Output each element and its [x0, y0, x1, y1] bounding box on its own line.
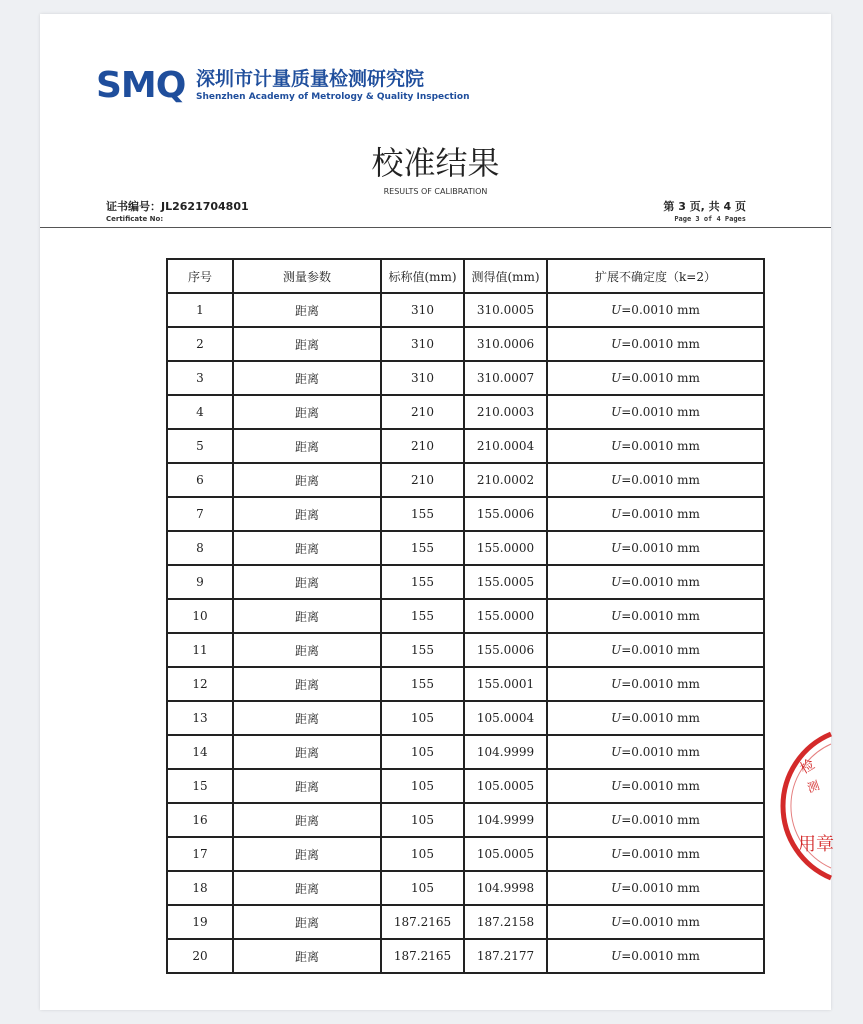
row-number-cell: 9: [167, 565, 233, 599]
parameter-cell: 距离: [233, 429, 381, 463]
row-number-cell: 20: [167, 939, 233, 973]
nominal-value-cell: 155: [381, 633, 464, 667]
page-number: 第 3 页, 共 4 页: [663, 200, 746, 213]
column-header: 测量参数: [233, 259, 381, 293]
measured-value-cell: 187.2158: [464, 905, 547, 939]
seal-char: 测: [805, 778, 822, 796]
column-header: 标称值(mm): [381, 259, 464, 293]
table-row: [167, 429, 764, 463]
uncertainty-symbol: U: [611, 949, 622, 963]
uncertainty-symbol: U: [611, 439, 622, 453]
uncertainty-cell: [547, 497, 764, 531]
uncertainty-symbol: U: [611, 609, 622, 623]
uncertainty-value: =0.0010 mm: [621, 303, 700, 317]
parameter-cell: 距离: [233, 803, 381, 837]
uncertainty-symbol: U: [611, 881, 622, 895]
table-row: [167, 837, 764, 871]
nominal-value-cell: 155: [381, 531, 464, 565]
parameter-cell: 距离: [233, 497, 381, 531]
measured-value-cell: 105.0004: [464, 701, 547, 735]
row-number-cell: 8: [167, 531, 233, 565]
table-row: [167, 565, 764, 599]
uncertainty-symbol: U: [611, 371, 622, 385]
nominal-value-cell: 310: [381, 361, 464, 395]
uncertainty-symbol: U: [611, 711, 622, 725]
official-seal-stamp: [797, 732, 834, 882]
row-number-cell: 6: [167, 463, 233, 497]
parameter-cell: 距离: [233, 463, 381, 497]
nominal-value-cell: 310: [381, 293, 464, 327]
row-number-cell: 5: [167, 429, 233, 463]
table-row: [167, 463, 764, 497]
uncertainty-symbol: U: [611, 507, 622, 521]
table-row: [167, 667, 764, 701]
parameter-cell: 距离: [233, 599, 381, 633]
uncertainty-value: =0.0010 mm: [621, 677, 700, 691]
measured-value-cell: 210.0004: [464, 429, 547, 463]
uncertainty-cell: [547, 939, 764, 973]
uncertainty-symbol: U: [611, 575, 622, 589]
page-title: 校准结果: [371, 144, 500, 182]
uncertainty-value: =0.0010 mm: [621, 473, 700, 487]
uncertainty-symbol: U: [611, 915, 622, 929]
measured-value-cell: 155.0001: [464, 667, 547, 701]
calibration-results-table: [166, 258, 765, 974]
row-number-cell: 19: [167, 905, 233, 939]
nominal-value-cell: 155: [381, 599, 464, 633]
parameter-cell: 距离: [233, 395, 381, 429]
measured-value-cell: 155.0006: [464, 633, 547, 667]
row-number-cell: 17: [167, 837, 233, 871]
row-number-cell: 2: [167, 327, 233, 361]
nominal-value-cell: 155: [381, 497, 464, 531]
table-body: [167, 293, 764, 973]
uncertainty-symbol: U: [611, 745, 622, 759]
measured-value-cell: 310.0005: [464, 293, 547, 327]
table-row: [167, 497, 764, 531]
uncertainty-cell: [547, 803, 764, 837]
table-row: [167, 735, 764, 769]
parameter-cell: 距离: [233, 871, 381, 905]
nominal-value-cell: 210: [381, 463, 464, 497]
measured-value-cell: 155.0006: [464, 497, 547, 531]
uncertainty-symbol: U: [611, 677, 622, 691]
row-number-cell: 14: [167, 735, 233, 769]
table-row: [167, 327, 764, 361]
measured-value-cell: 104.9999: [464, 803, 547, 837]
table-row: [167, 939, 764, 973]
table-row: [167, 293, 764, 327]
uncertainty-value: =0.0010 mm: [621, 609, 700, 623]
uncertainty-symbol: U: [611, 847, 622, 861]
uncertainty-cell: [547, 565, 764, 599]
table-row: [167, 395, 764, 429]
seal-char: 章: [816, 834, 834, 855]
uncertainty-cell: [547, 327, 764, 361]
row-number-cell: 15: [167, 769, 233, 803]
uncertainty-value: =0.0010 mm: [621, 881, 700, 895]
parameter-cell: 距离: [233, 531, 381, 565]
parameter-cell: 距离: [233, 837, 381, 871]
row-number-cell: 3: [167, 361, 233, 395]
uncertainty-cell: [547, 769, 764, 803]
uncertainty-cell: [547, 293, 764, 327]
uncertainty-value: =0.0010 mm: [621, 575, 700, 589]
parameter-cell: 距离: [233, 667, 381, 701]
nominal-value-cell: 187.2165: [381, 939, 464, 973]
table-row: [167, 769, 764, 803]
uncertainty-cell: [547, 361, 764, 395]
org-name-cn: 深圳市计量质量检测研究院: [196, 68, 425, 90]
measured-value-cell: 310.0006: [464, 327, 547, 361]
seal-char: 用: [798, 834, 816, 855]
column-header: 扩展不确定度（k=2）: [547, 259, 764, 293]
uncertainty-cell: [547, 429, 764, 463]
nominal-value-cell: 310: [381, 327, 464, 361]
uncertainty-value: =0.0010 mm: [621, 915, 700, 929]
uncertainty-cell: [547, 667, 764, 701]
nominal-value-cell: 105: [381, 871, 464, 905]
uncertainty-value: =0.0010 mm: [621, 507, 700, 521]
nominal-value-cell: 105: [381, 769, 464, 803]
row-number-cell: 13: [167, 701, 233, 735]
uncertainty-cell: [547, 735, 764, 769]
row-number-cell: 7: [167, 497, 233, 531]
nominal-value-cell: 155: [381, 667, 464, 701]
parameter-cell: 距离: [233, 633, 381, 667]
uncertainty-value: =0.0010 mm: [621, 847, 700, 861]
parameter-cell: 距离: [233, 327, 381, 361]
measured-value-cell: 310.0007: [464, 361, 547, 395]
parameter-cell: 距离: [233, 701, 381, 735]
table-row: [167, 871, 764, 905]
logo-mark: SMQ: [96, 65, 186, 106]
page-subtitle: RESULTS OF CALIBRATION: [383, 187, 488, 196]
parameter-cell: 距离: [233, 293, 381, 327]
uncertainty-symbol: U: [611, 337, 622, 351]
uncertainty-value: =0.0010 mm: [621, 949, 700, 963]
seal-char: 检: [797, 756, 818, 778]
uncertainty-cell: [547, 463, 764, 497]
certificate-number-en: Certificate No:: [106, 215, 164, 223]
table-row: [167, 531, 764, 565]
measured-value-cell: 105.0005: [464, 769, 547, 803]
row-number-cell: 1: [167, 293, 233, 327]
nominal-value-cell: 105: [381, 837, 464, 871]
measured-value-cell: 155.0000: [464, 531, 547, 565]
uncertainty-value: =0.0010 mm: [621, 711, 700, 725]
parameter-cell: 距离: [233, 905, 381, 939]
parameter-cell: 距离: [233, 735, 381, 769]
measured-value-cell: 104.9998: [464, 871, 547, 905]
table-row: [167, 701, 764, 735]
nominal-value-cell: 155: [381, 565, 464, 599]
uncertainty-cell: [547, 905, 764, 939]
uncertainty-symbol: U: [611, 303, 622, 317]
nominal-value-cell: 105: [381, 803, 464, 837]
uncertainty-value: =0.0010 mm: [621, 405, 700, 419]
table-row: [167, 599, 764, 633]
certificate-page: [40, 14, 834, 1010]
uncertainty-symbol: U: [611, 779, 622, 793]
uncertainty-cell: [547, 871, 764, 905]
uncertainty-value: =0.0010 mm: [621, 643, 700, 657]
row-number-cell: 4: [167, 395, 233, 429]
parameter-cell: 距离: [233, 939, 381, 973]
uncertainty-value: =0.0010 mm: [621, 371, 700, 385]
table-row: [167, 905, 764, 939]
row-number-cell: 11: [167, 633, 233, 667]
nominal-value-cell: 210: [381, 429, 464, 463]
table-header-row: [167, 259, 764, 293]
measured-value-cell: 210.0002: [464, 463, 547, 497]
row-number-cell: 18: [167, 871, 233, 905]
uncertainty-value: =0.0010 mm: [621, 813, 700, 827]
table-row: [167, 633, 764, 667]
table-row: [167, 803, 764, 837]
uncertainty-symbol: U: [611, 405, 622, 419]
uncertainty-symbol: U: [611, 541, 622, 555]
nominal-value-cell: 105: [381, 735, 464, 769]
measured-value-cell: 210.0003: [464, 395, 547, 429]
measured-value-cell: 155.0000: [464, 599, 547, 633]
uncertainty-value: =0.0010 mm: [621, 541, 700, 555]
row-number-cell: 16: [167, 803, 233, 837]
uncertainty-cell: [547, 633, 764, 667]
column-header: 序号: [167, 259, 233, 293]
measured-value-cell: 187.2177: [464, 939, 547, 973]
parameter-cell: 距离: [233, 565, 381, 599]
row-number-cell: 10: [167, 599, 233, 633]
measured-value-cell: 155.0005: [464, 565, 547, 599]
parameter-cell: 距离: [233, 361, 381, 395]
page-number-en: Page 3 of 4 Pages: [674, 215, 746, 223]
measured-value-cell: 105.0005: [464, 837, 547, 871]
uncertainty-cell: [547, 599, 764, 633]
row-number-cell: 12: [167, 667, 233, 701]
nominal-value-cell: 187.2165: [381, 905, 464, 939]
uncertainty-cell: [547, 531, 764, 565]
nominal-value-cell: 210: [381, 395, 464, 429]
uncertainty-cell: [547, 701, 764, 735]
uncertainty-symbol: U: [611, 473, 622, 487]
uncertainty-value: =0.0010 mm: [621, 439, 700, 453]
uncertainty-value: =0.0010 mm: [621, 779, 700, 793]
uncertainty-symbol: U: [611, 813, 622, 827]
uncertainty-value: =0.0010 mm: [621, 337, 700, 351]
uncertainty-cell: [547, 837, 764, 871]
header-divider: [40, 227, 831, 228]
uncertainty-value: =0.0010 mm: [621, 745, 700, 759]
measured-value-cell: 104.9999: [464, 735, 547, 769]
org-name-en: Shenzhen Academy of Metrology & Quality Inspection: [196, 92, 470, 102]
table-row: [167, 361, 764, 395]
uncertainty-cell: [547, 395, 764, 429]
column-header: 测得值(mm): [464, 259, 547, 293]
certificate-number: 证书编号：JL2621704801: [106, 200, 249, 213]
parameter-cell: 距离: [233, 769, 381, 803]
nominal-value-cell: 105: [381, 701, 464, 735]
uncertainty-symbol: U: [611, 643, 622, 657]
